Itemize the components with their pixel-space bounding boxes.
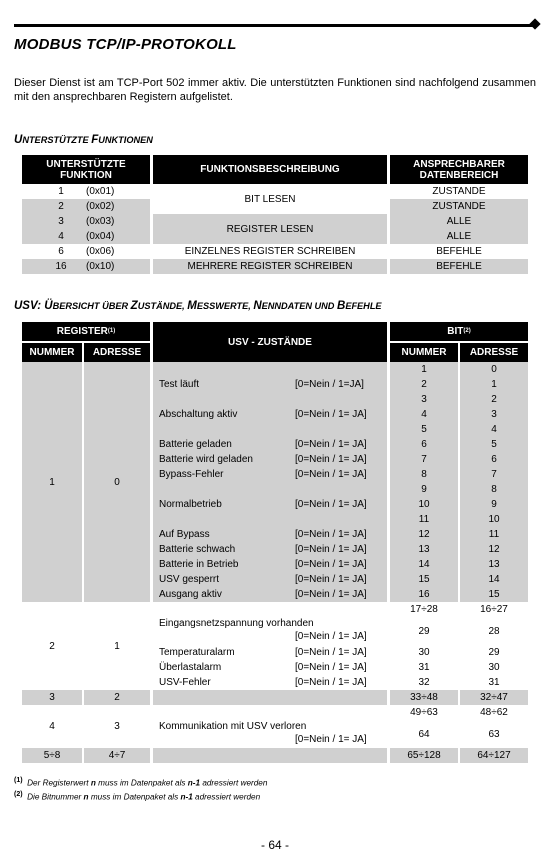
header-rule xyxy=(14,24,534,27)
range-cell: ALLE xyxy=(390,229,528,244)
bit-address: 9 xyxy=(460,497,528,512)
register-address: 0 xyxy=(84,362,150,602)
register-number: 3 xyxy=(22,690,82,705)
state-row-empty xyxy=(153,482,387,497)
bit-address: 32÷47 xyxy=(460,690,528,705)
bit-address: 3 xyxy=(460,407,528,422)
intro-paragraph: Dieser Dienst ist am TCP-Port 502 immer aktiv. Die unterstützten Funktionen sind nachfolgend zusammen mit den ansprechbaren Registern aufgelistet. xyxy=(14,77,536,103)
bit-address: 63 xyxy=(460,720,528,748)
bit-address: 30 xyxy=(460,660,528,675)
bit-address: 11 xyxy=(460,527,528,542)
col-header-reg-adresse: ADRESSE xyxy=(84,343,150,362)
bit-number: 2 xyxy=(390,377,458,392)
bit-address: 6 xyxy=(460,452,528,467)
table-row: 16 (0x10) xyxy=(22,259,150,274)
bit-number: 15 xyxy=(390,572,458,587)
bit-address: 8 xyxy=(460,482,528,497)
bit-number: 30 xyxy=(390,645,458,660)
state-row: USV-Fehler [0=Nein / 1= JA] xyxy=(153,675,387,690)
state-row: Batterie in Betrieb [0=Nein / 1= JA] xyxy=(153,557,387,572)
desc-multi-register: MEHRERE REGISTER SCHREIBEN xyxy=(153,259,387,274)
bit-address: 13 xyxy=(460,557,528,572)
bit-number: 3 xyxy=(390,392,458,407)
bit-address: 28 xyxy=(460,617,528,645)
bit-number: 65÷128 xyxy=(390,748,458,763)
desc-bit-lesen: BIT LESEN xyxy=(153,184,387,214)
bit-number: 6 xyxy=(390,437,458,452)
state-row: Auf Bypass [0=Nein / 1= JA] xyxy=(153,527,387,542)
state-row-empty xyxy=(153,690,387,705)
bit-number: 9 xyxy=(390,482,458,497)
state-row: Eingangsnetzspannung vorhanden [0=Nein / 1= JA] xyxy=(153,617,387,645)
bit-address: 2 xyxy=(460,392,528,407)
state-row: Normalbetrieb [0=Nein / 1= JA] xyxy=(153,497,387,512)
col-header-usv-zustaende: USV - ZUSTÄNDE xyxy=(153,322,387,362)
state-row: USV gesperrt [0=Nein / 1= JA] xyxy=(153,572,387,587)
bit-number: 33÷48 xyxy=(390,690,458,705)
bit-address: 48÷62 xyxy=(460,705,528,720)
footnote-1: $^{(1)}$ Der Registerwert n muss im Datenpaket als n-1 adressiert werden xyxy=(14,777,268,788)
bit-address: 7 xyxy=(460,467,528,482)
table-row: 2 (0x02) xyxy=(22,199,150,214)
section-heading-functions: UNTERSTÜTZTE FUNKTIONEN xyxy=(14,134,153,146)
state-row-empty xyxy=(153,602,387,617)
bit-address: 16÷27 xyxy=(460,602,528,617)
page-number: - 64 - xyxy=(260,838,289,852)
state-row: Ausgang aktiv [0=Nein / 1= JA] xyxy=(153,587,387,602)
bit-number: 32 xyxy=(390,675,458,690)
state-row: Überlastalarm [0=Nein / 1= JA] xyxy=(153,660,387,675)
bit-number: 10 xyxy=(390,497,458,512)
bit-address: 12 xyxy=(460,542,528,557)
bit-number: 14 xyxy=(390,557,458,572)
state-row-empty xyxy=(153,422,387,437)
register-number: 4 xyxy=(22,705,82,748)
range-cell: ZUSTANDE xyxy=(390,184,528,199)
bit-number: 11 xyxy=(390,512,458,527)
col-header-description: FUNKTIONSBESCHREIBUNG xyxy=(153,155,387,184)
col-header-bit-adresse: ADRESSE xyxy=(460,343,528,362)
bit-number: 17÷28 xyxy=(390,602,458,617)
table-row: 6 (0x06) xyxy=(22,244,150,259)
desc-register-lesen: REGISTER LESEN xyxy=(153,214,387,244)
register-address: 1 xyxy=(84,602,150,690)
state-row: Bypass-Fehler [0=Nein / 1= JA] xyxy=(153,467,387,482)
bit-address: 29 xyxy=(460,645,528,660)
table-row: 3 (0x03) xyxy=(22,214,150,229)
bit-address: 4 xyxy=(460,422,528,437)
state-row: Test läuft [0=Nein / 1=JA] xyxy=(153,377,387,392)
col-header-range: ANSPRECHBARER DATENBEREICH xyxy=(390,155,528,184)
state-row: Batterie geladen [0=Nein / 1= JA] xyxy=(153,437,387,452)
register-number: 1 xyxy=(22,362,82,602)
register-number: 5÷8 xyxy=(22,748,82,763)
state-row: Batterie schwach [0=Nein / 1= JA] xyxy=(153,542,387,557)
footnote-2: $^{(2)}$ Die Bitnummer n muss im Datenpaket als n-1 adressiert werden xyxy=(14,791,261,802)
bit-address: 1 xyxy=(460,377,528,392)
bit-number: 64 xyxy=(390,720,458,748)
state-row: Batterie wird geladen [0=Nein / 1= JA] xyxy=(153,452,387,467)
col-header-function: UNTERSTÜTZTE FUNKTION xyxy=(22,155,150,184)
col-header-reg-nummer: NUMMER xyxy=(22,343,82,362)
bit-number: 5 xyxy=(390,422,458,437)
bit-number: 29 xyxy=(390,617,458,645)
bit-number: 1 xyxy=(390,362,458,377)
bit-number: 13 xyxy=(390,542,458,557)
bit-number: 12 xyxy=(390,527,458,542)
bit-number: 7 xyxy=(390,452,458,467)
register-address: 4÷7 xyxy=(84,748,150,763)
state-row: Temperaturalarm [0=Nein / 1= JA] xyxy=(153,645,387,660)
bit-address: 0 xyxy=(460,362,528,377)
register-address: 3 xyxy=(84,705,150,748)
table-row: 4 (0x04) xyxy=(22,229,150,244)
bit-number: 8 xyxy=(390,467,458,482)
state-row: Kommunikation mit USV verloren [0=Nein / 1= JA] xyxy=(153,720,387,748)
state-row-empty xyxy=(153,362,387,377)
page-title: MODBUS TCP/IP-PROTOKOLL xyxy=(14,36,237,53)
bit-number: 49÷63 xyxy=(390,705,458,720)
bit-number: 4 xyxy=(390,407,458,422)
desc-single-register: EINZELNES REGISTER SCHREIBEN xyxy=(153,244,387,259)
col-header-bit-nummer: NUMMER xyxy=(390,343,458,362)
state-row-empty xyxy=(153,512,387,527)
section-heading-usv: USV: ÜBERSICHT ÜBER ZUSTÄNDE, MESSWERTE, NENNDATEN UND BEFEHLE xyxy=(14,300,382,312)
bit-address: 15 xyxy=(460,587,528,602)
bit-address: 5 xyxy=(460,437,528,452)
col-header-bit: BIT (2) xyxy=(390,322,528,341)
range-cell: BEFEHLE xyxy=(390,244,528,259)
bit-address: 64÷127 xyxy=(460,748,528,763)
bit-address: 14 xyxy=(460,572,528,587)
table-row: 1 (0x01) xyxy=(22,184,150,199)
register-number: 2 xyxy=(22,602,82,690)
state-row-empty xyxy=(153,748,387,763)
bit-address: 31 xyxy=(460,675,528,690)
state-row-empty xyxy=(153,392,387,407)
state-row: Abschaltung aktiv [0=Nein / 1= JA] xyxy=(153,407,387,422)
register-address: 2 xyxy=(84,690,150,705)
range-cell: ZUSTANDE xyxy=(390,199,528,214)
col-header-register: REGISTER (1) xyxy=(22,322,150,341)
header-rule-diamond xyxy=(529,18,540,29)
bit-number: 31 xyxy=(390,660,458,675)
range-cell: BEFEHLE xyxy=(390,259,528,274)
state-row-empty xyxy=(153,705,387,720)
bit-address: 10 xyxy=(460,512,528,527)
range-cell: ALLE xyxy=(390,214,528,229)
bit-number: 16 xyxy=(390,587,458,602)
